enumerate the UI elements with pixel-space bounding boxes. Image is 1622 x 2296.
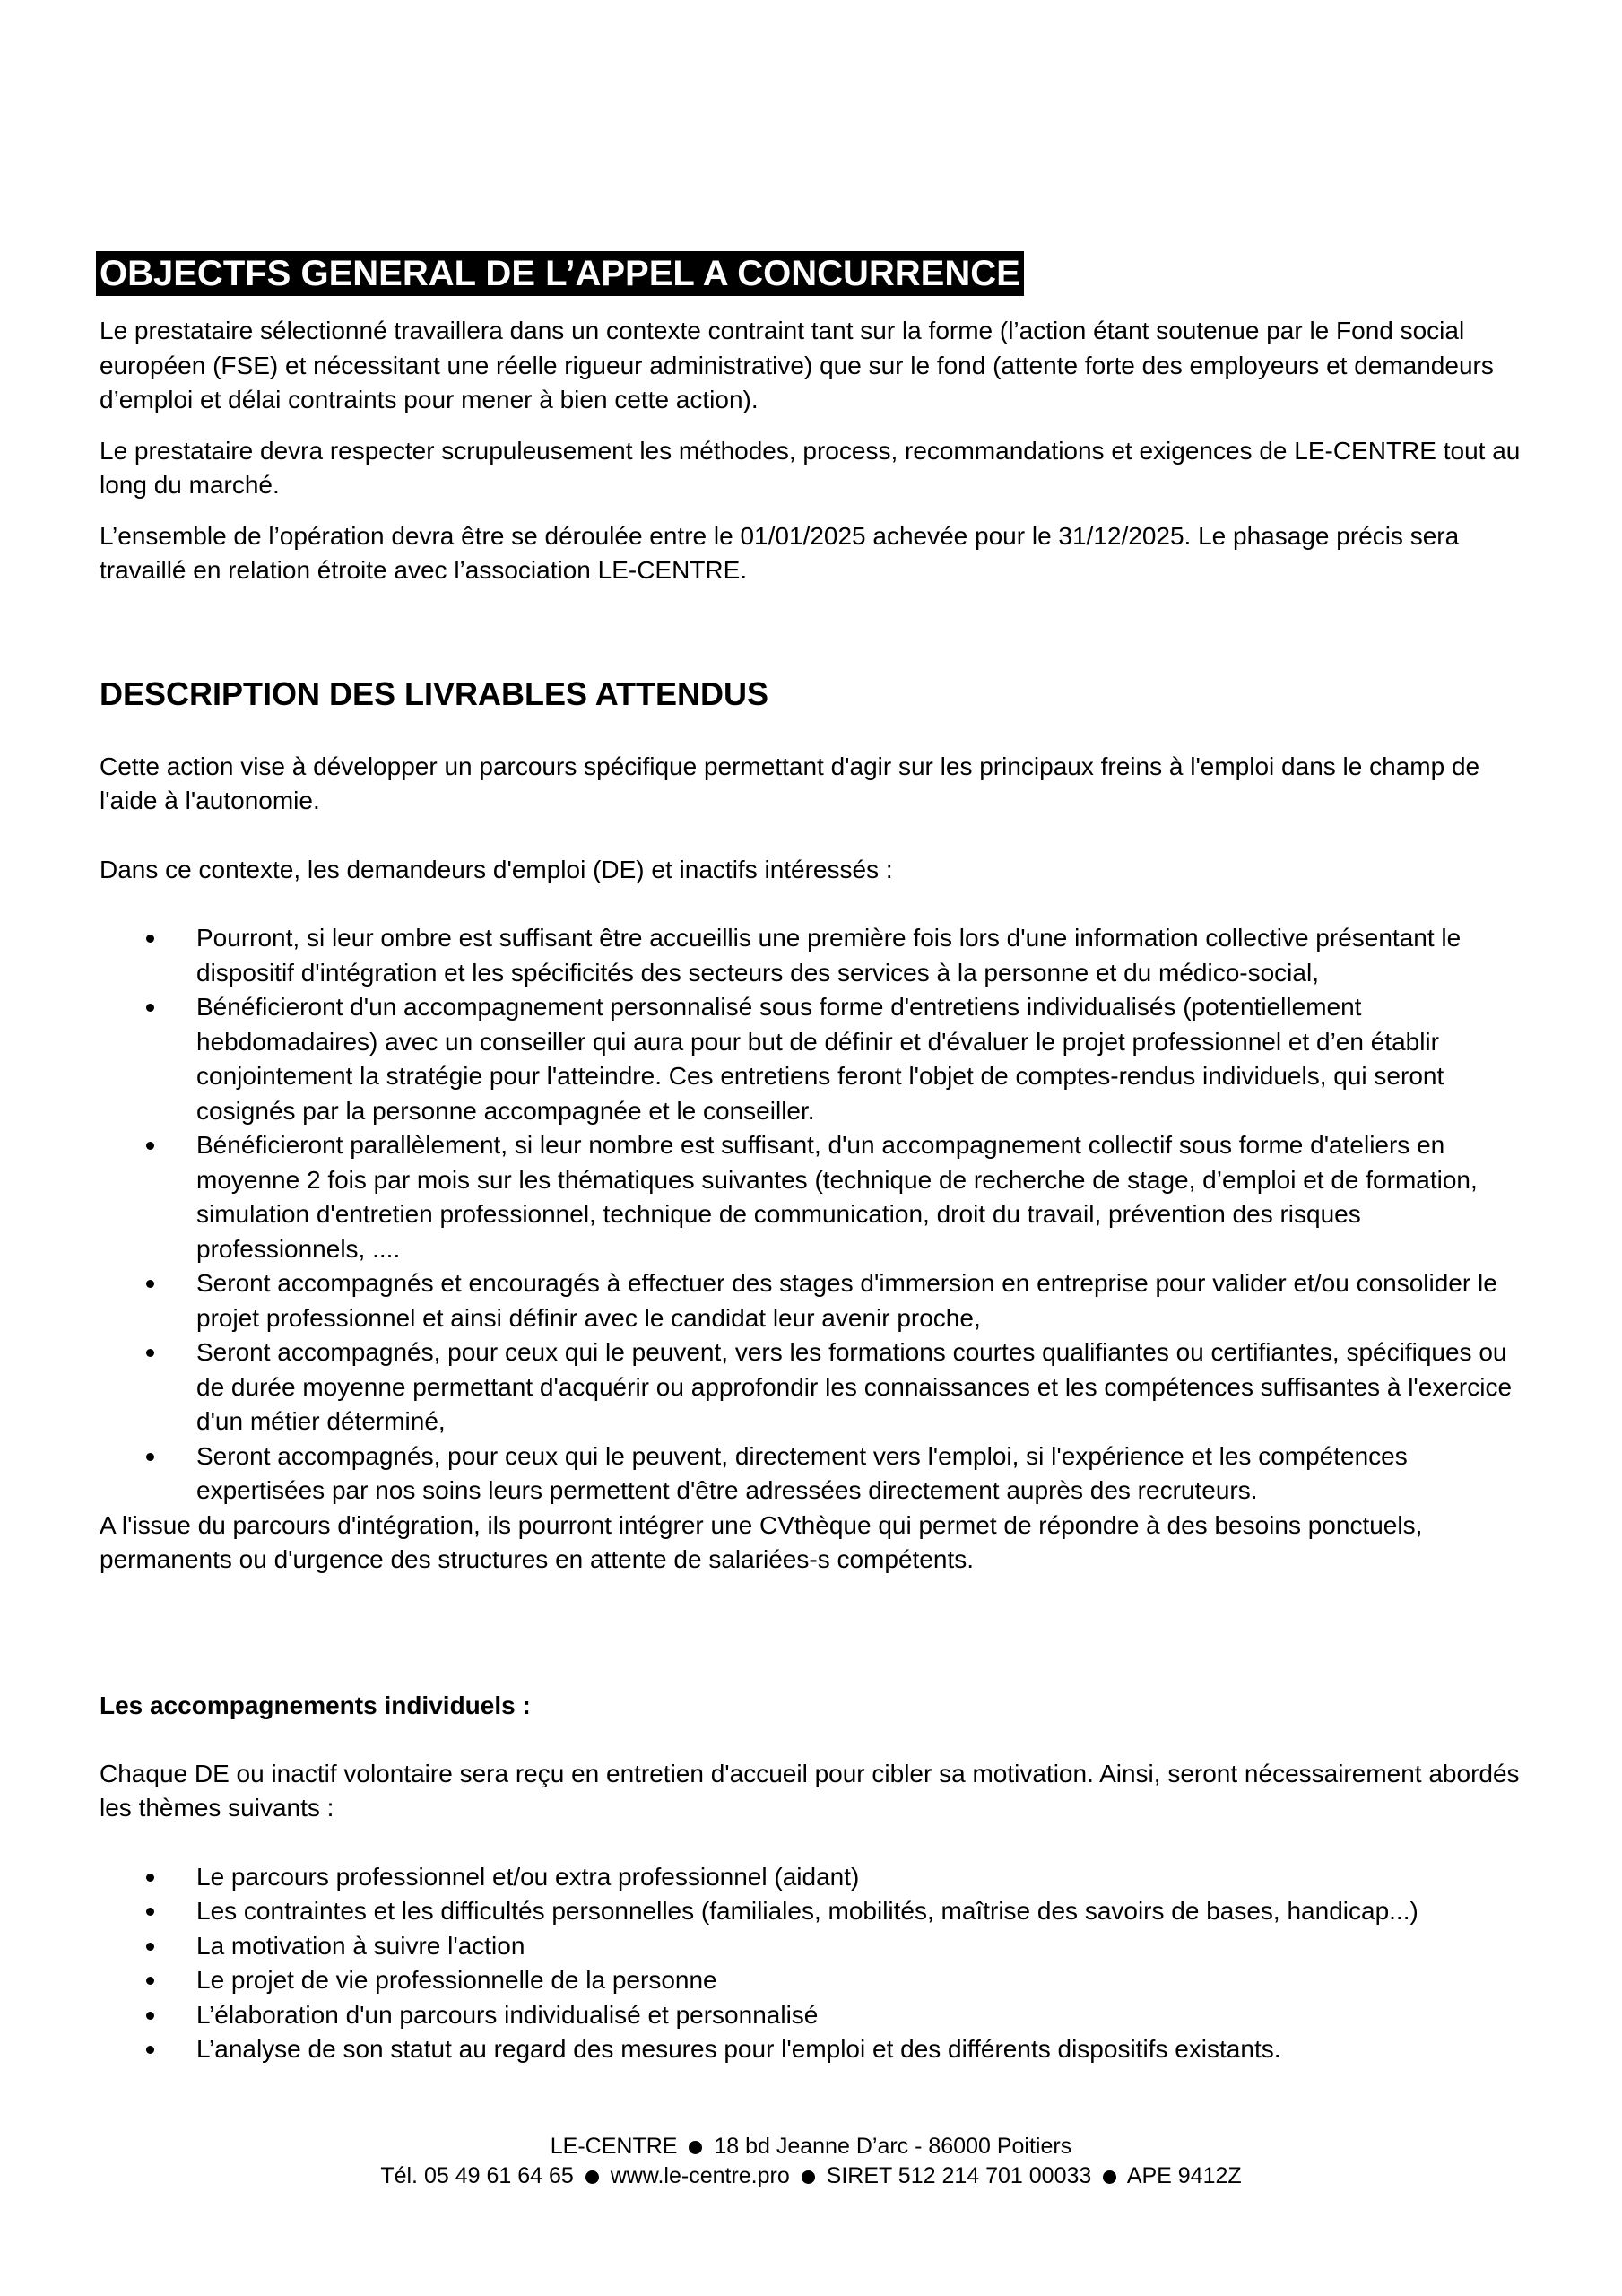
list-item: Seront accompagnés et encouragés à effectuer des stages d'immersion en entreprise pour valider et/ou consolider le projet professionnel et ainsi définir avec le candidat leur avenir proche, [100, 1266, 1534, 1335]
bullet-icon [146, 1943, 154, 1951]
footer-line-2 [0, 2161, 1622, 2191]
bullet-icon [146, 1977, 154, 1985]
list-item: L’analyse de son statut au regard des mesures pour l'emploi et des différents dispositifs existants. [100, 2032, 1534, 2067]
paragraph: Dans ce contexte, les demandeurs d'emploi (DE) et inactifs intéressés : [100, 855, 893, 883]
bullet-icon [146, 2012, 154, 2020]
list-item: Seront accompagnés, pour ceux qui le peuvent, vers les formations courtes qualifiantes ou certifiantes, spécifiques ou de durée moyenne permettant d'acquérir ou approfondir les connaissances et les compétences suffisantes à l'exercice d'un métier déterminé, [100, 1335, 1534, 1439]
list-item: Bénéficieront parallèlement, si leur nombre est suffisant, d'un accompagnement collectif sous forme d'ateliers en moyenne 2 fois par mois sur les thématiques suivantes (technique de recherche de stage, d’emploi et de formation, simulation d'entretien professionnel, technique de communication, droit du travail, prévention des risques professionnels, .... [100, 1128, 1534, 1266]
bullet-icon [146, 1280, 154, 1288]
bullet-icon [146, 2046, 154, 2054]
dot-separator-icon [689, 2141, 702, 2154]
document-body [100, 251, 1534, 2067]
paragraph: Cette action vise à développer un parcours spécifique permettant d'agir sur les principaux freins à l'emploi dans le champ de l'aide à l'autonomie. [100, 752, 1480, 814]
paragraph: Le prestataire devra respecter scrupuleusement les méthodes, process, recommandations et exigences de LE-CENTRE tout au long du marché. [100, 436, 1521, 499]
list-item: Seront accompagnés, pour ceux qui le peuvent, directement vers l'emploi, si l'expérience et les compétences expertisées par nos soins leurs permettent d'être adressées directement auprès des recruteurs. [100, 1439, 1534, 1509]
list-item: Bénéficieront d'un accompagnement personnalisé sous forme d'entretiens individualisés (potentiellement hebdomadaires) avec un conseiller qui aura pour but de définir et d'évaluer le projet professionnel et d’en établir conjointement la stratégie pour l'atteindre. Ces entretiens feront l'objet de comptes-rendus individuels, qui seront cosignés par la personne accompagnée et le conseiller. [100, 990, 1534, 1128]
bullet-icon [146, 935, 154, 943]
dot-separator-icon [1103, 2170, 1116, 2184]
bullet-icon [146, 1349, 154, 1357]
footer-address: 18 bd Jeanne D’arc - 86000 Poitiers [714, 2134, 1072, 2159]
dot-separator-icon [802, 2170, 815, 2184]
page-footer [0, 2132, 1622, 2191]
list-item: Le parcours professionnel et/ou extra professionnel (aidant) [100, 1860, 1534, 1895]
list-item: La motivation à suivre l'action [100, 1929, 1534, 1964]
list-item: Les contraintes et les difficultés personnelles (familiales, mobilités, maîtrise des savoirs de bases, handicap...) [100, 1894, 1534, 1929]
section-title-deliverables: DESCRIPTION DES LIVRABLES ATTENDUS [100, 674, 769, 712]
section-title-individual-support: Les accompagnements individuels : [100, 1691, 531, 1719]
footer-siret: SIRET 512 214 701 00033 [826, 2163, 1092, 2188]
bullet-icon [146, 1142, 154, 1150]
paragraph: A l'issue du parcours d'intégration, ils pourront intégrer une CVthèque qui permet de répondre à des besoins ponctuels, permanents ou d'urgence des structures en attente de salariées-s compétents. [100, 1510, 1423, 1573]
bullet-icon [146, 1453, 154, 1461]
list-item: Le projet de vie professionnelle de la personne [100, 1963, 1534, 1998]
list-item: L’élaboration d'un parcours individualisé et personnalisé [100, 1998, 1534, 2033]
footer-line-1 [0, 2132, 1622, 2161]
bullet-icon [146, 1004, 154, 1012]
footer-phone: Tél. 05 49 61 64 65 [380, 2163, 574, 2188]
bullet-icon [146, 1874, 154, 1882]
deliverables-list [100, 921, 1534, 1509]
paragraph: Chaque DE ou inactif volontaire sera reçu en entretien d'accueil pour cibler sa motivation. Ainsi, seront nécessairement abordés les thèmes suivants : [100, 1759, 1520, 1822]
dot-separator-icon [585, 2170, 599, 2184]
paragraph: Le prestataire sélectionné travaillera dans un contexte contraint tant sur la forme (l’action étant soutenue par le Fond social européen (FSE) et nécessitant une réelle rigueur administrative) que sur le fond (attente forte des employeurs et demandeurs d’emploi et délai contraints pour mener à bien cette action). [100, 317, 1494, 413]
section-title-objectives: OBJECTFS GENERAL DE L’APPEL A CONCURRENCE [96, 251, 1024, 296]
list-item: Pourront, si leur ombre est suffisant être accueillis une première fois lors d'une information collective présentant le dispositif d'intégration et les spécificités des secteurs des services à la personne et du médico-social, [100, 921, 1534, 990]
footer-ape: APE 9412Z [1126, 2163, 1242, 2188]
paragraph: L’ensemble de l’opération devra être se déroulée entre le 01/01/2025 achevée pour le 31/12/2025. Le phasage précis sera travaillé en relation étroite avec l’association LE-CENTRE. [100, 521, 1460, 584]
footer-org: LE-CENTRE [550, 2134, 678, 2159]
footer-website: www.le-centre.pro [610, 2163, 790, 2188]
bullet-icon [146, 1908, 154, 1916]
themes-list [100, 1860, 1534, 2067]
